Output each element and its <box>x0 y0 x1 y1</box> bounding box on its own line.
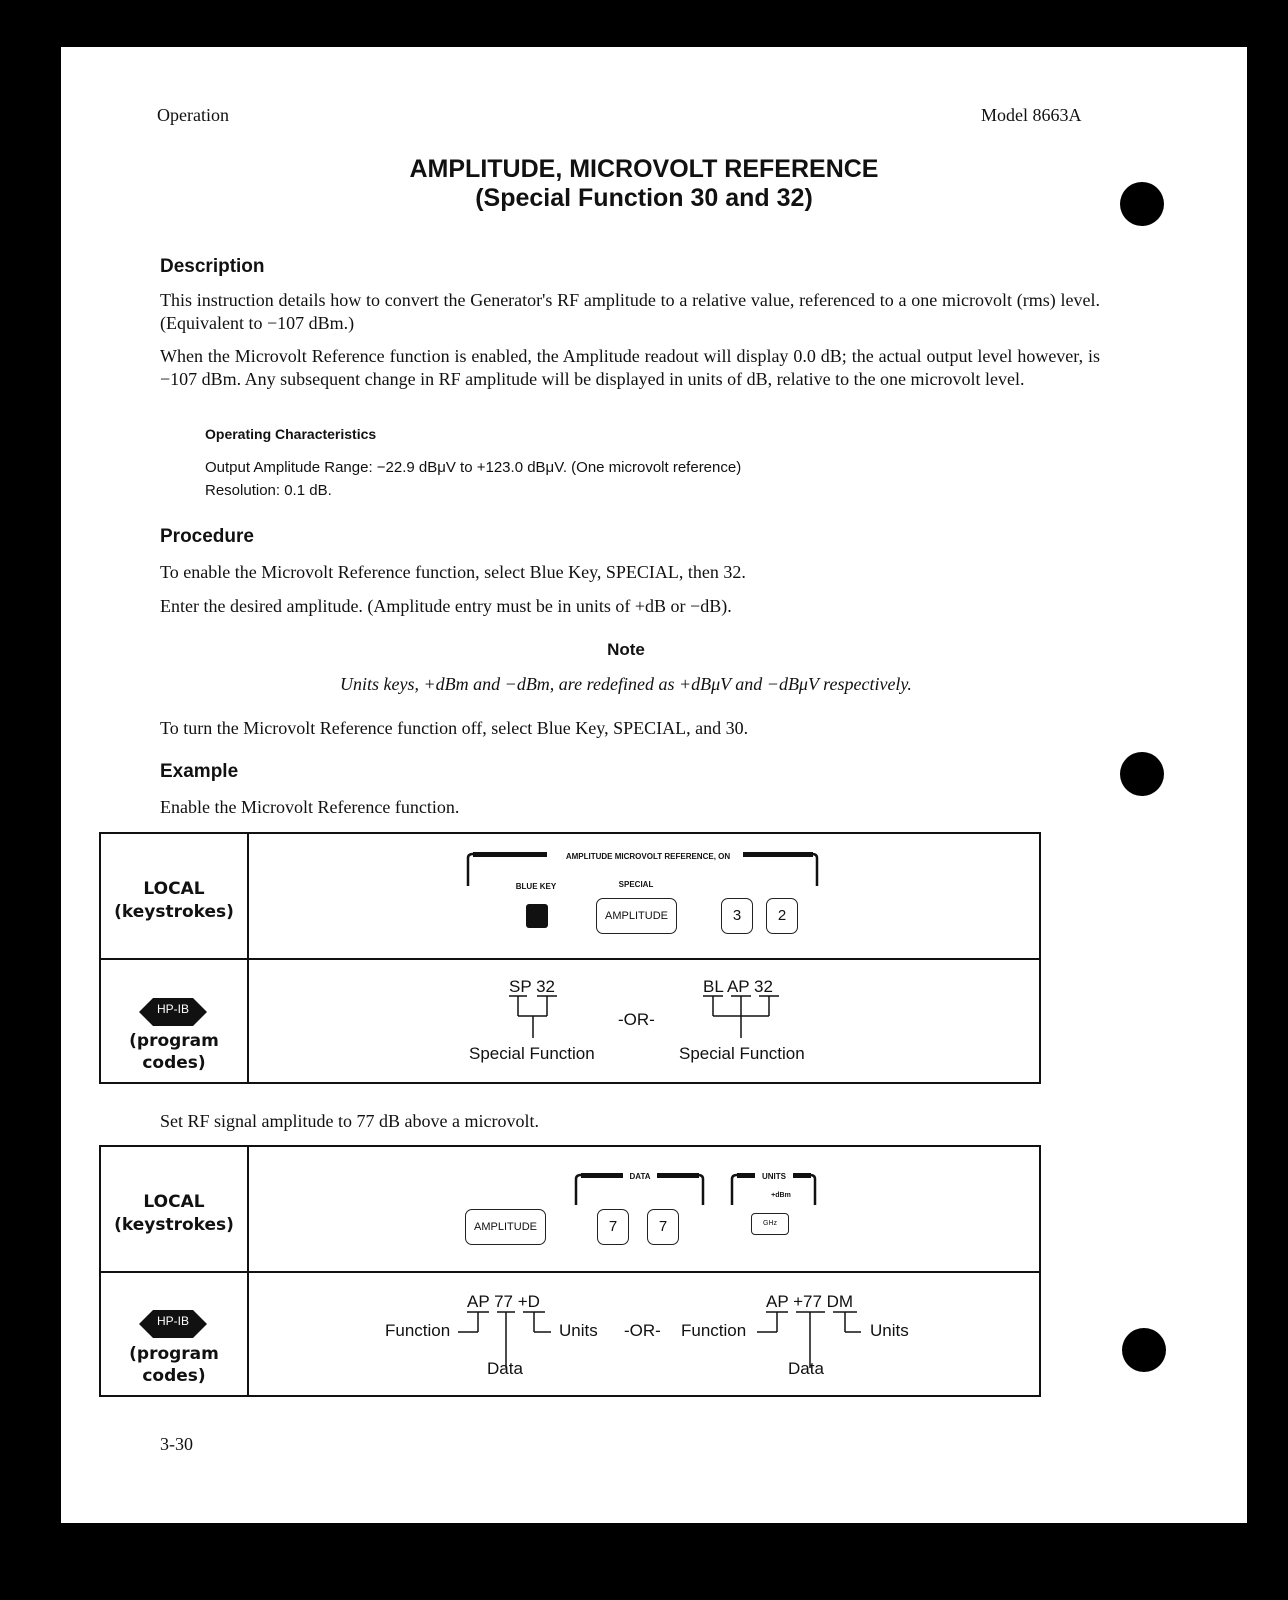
procedure-step-1: To enable the Microvolt Reference function, select Blue Key, SPECIAL, then 32. <box>160 562 746 582</box>
program-codes-label: (program codes) <box>129 1031 219 1073</box>
code-ap-plus77-dm: AP +77 DM <box>766 1292 854 1311</box>
page-title: AMPLITUDE, MICROVOLT REFERENCE <box>409 155 879 183</box>
key-3[interactable]: 3 <box>721 898 753 934</box>
data-label-b: Data <box>788 1359 824 1378</box>
key-7-second[interactable]: 7 <box>647 1209 679 1245</box>
function-label-b: Function <box>681 1321 747 1340</box>
units-label: UNITS <box>762 1172 786 1181</box>
example-table-2 <box>99 1145 1041 1397</box>
local-label: LOCAL <box>143 879 205 899</box>
binder-hole-mark <box>1120 182 1164 226</box>
hpib-badge-text: HP-IB <box>156 1314 189 1328</box>
example-heading: Example <box>160 761 239 782</box>
code-sp-32: SP 32 <box>509 977 556 996</box>
amplitude-key[interactable]: AMPLITUDE <box>465 1209 546 1245</box>
binder-hole-mark <box>1120 752 1164 796</box>
units-label-b: Units <box>870 1321 909 1340</box>
description-heading: Description <box>160 256 265 277</box>
description-paragraph-2: When the Microvolt Reference function is enabled, the Amplitude readout will display 0.0 dB; the actual output level however, is −107 dBm. Any subsequent change in RF amplitude will be displayed in units of dB, relative to the one microvolt level. <box>160 346 1100 389</box>
local-label: LOCAL <box>143 1192 205 1212</box>
example-intro-1: Enable the Microvolt Reference function. <box>160 797 460 817</box>
or-label-1: -OR- <box>618 1010 655 1029</box>
page-number: 3-30 <box>160 1434 193 1454</box>
example-table-1 <box>99 832 1041 1084</box>
keystrokes-label: (keystrokes) <box>114 902 234 922</box>
model-header: Model 8663A <box>981 105 1082 125</box>
caption-special-function-a: Special Function <box>469 1044 595 1063</box>
ghz-key[interactable]: GHz <box>751 1213 789 1235</box>
key-2[interactable]: 2 <box>766 898 798 934</box>
example-intro-2: Set RF signal amplitude to 77 dB above a microvolt. <box>160 1111 539 1131</box>
blue-key-button[interactable] <box>526 904 548 928</box>
procedure-step-2: Enter the desired amplitude. (Amplitude entry must be in units of +dB or −dB). <box>160 596 732 616</box>
bracket-label: AMPLITUDE MICROVOLT REFERENCE, ON <box>565 852 731 861</box>
key-7-first[interactable]: 7 <box>597 1209 629 1245</box>
page-subtitle: (Special Function 30 and 32) <box>475 184 813 212</box>
note-text: Units keys, +dBm and −dBm, are redefined as +dBμV and −dBμV respectively. <box>340 674 912 694</box>
blue-key-label: BLUE KEY <box>515 882 557 891</box>
keystrokes-label: (keystrokes) <box>114 1215 234 1235</box>
procedure-heading: Procedure <box>160 526 254 547</box>
bracket-lines-blap32 <box>703 994 783 1042</box>
resolution: Resolution: 0.1 dB. <box>205 482 332 499</box>
function-label-a: Function <box>385 1321 451 1340</box>
code-ap-77-d: AP 77 +D <box>467 1292 540 1311</box>
code-bl-ap-32: BL AP 32 <box>703 977 773 996</box>
units-sub-label: +dBm <box>771 1192 791 1199</box>
section-header: Operation <box>157 105 229 125</box>
hpib-badge-text: HP-IB <box>156 1002 189 1016</box>
program-codes-label: (program codes) <box>129 1344 219 1386</box>
caption-special-function-b: Special Function <box>679 1044 805 1063</box>
units-label-a: Units <box>559 1321 598 1340</box>
data-label-a: Data <box>487 1359 523 1378</box>
note-heading: Note <box>607 640 645 659</box>
binder-hole-mark <box>1122 1328 1166 1372</box>
special-label: SPECIAL <box>618 880 654 889</box>
operating-characteristics-heading: Operating Characteristics <box>205 426 377 442</box>
amplitude-range: Output Amplitude Range: −22.9 dBμV to +123.0 dBμV. (One microvolt reference) <box>205 459 742 476</box>
amplitude-key[interactable]: AMPLITUDE <box>596 898 677 934</box>
data-label: DATA <box>629 1172 651 1181</box>
description-paragraph-1: This instruction details how to convert the Generator's RF amplitude to a relative value, referenced to a one microvolt (rms) level. (Equivalent to −107 dBm.) <box>160 290 1100 333</box>
or-label-2: -OR- <box>624 1321 661 1340</box>
procedure-step-3: To turn the Microvolt Reference function off, select Blue Key, SPECIAL, and 30. <box>160 718 749 738</box>
bracket-lines-sp32 <box>509 994 559 1042</box>
